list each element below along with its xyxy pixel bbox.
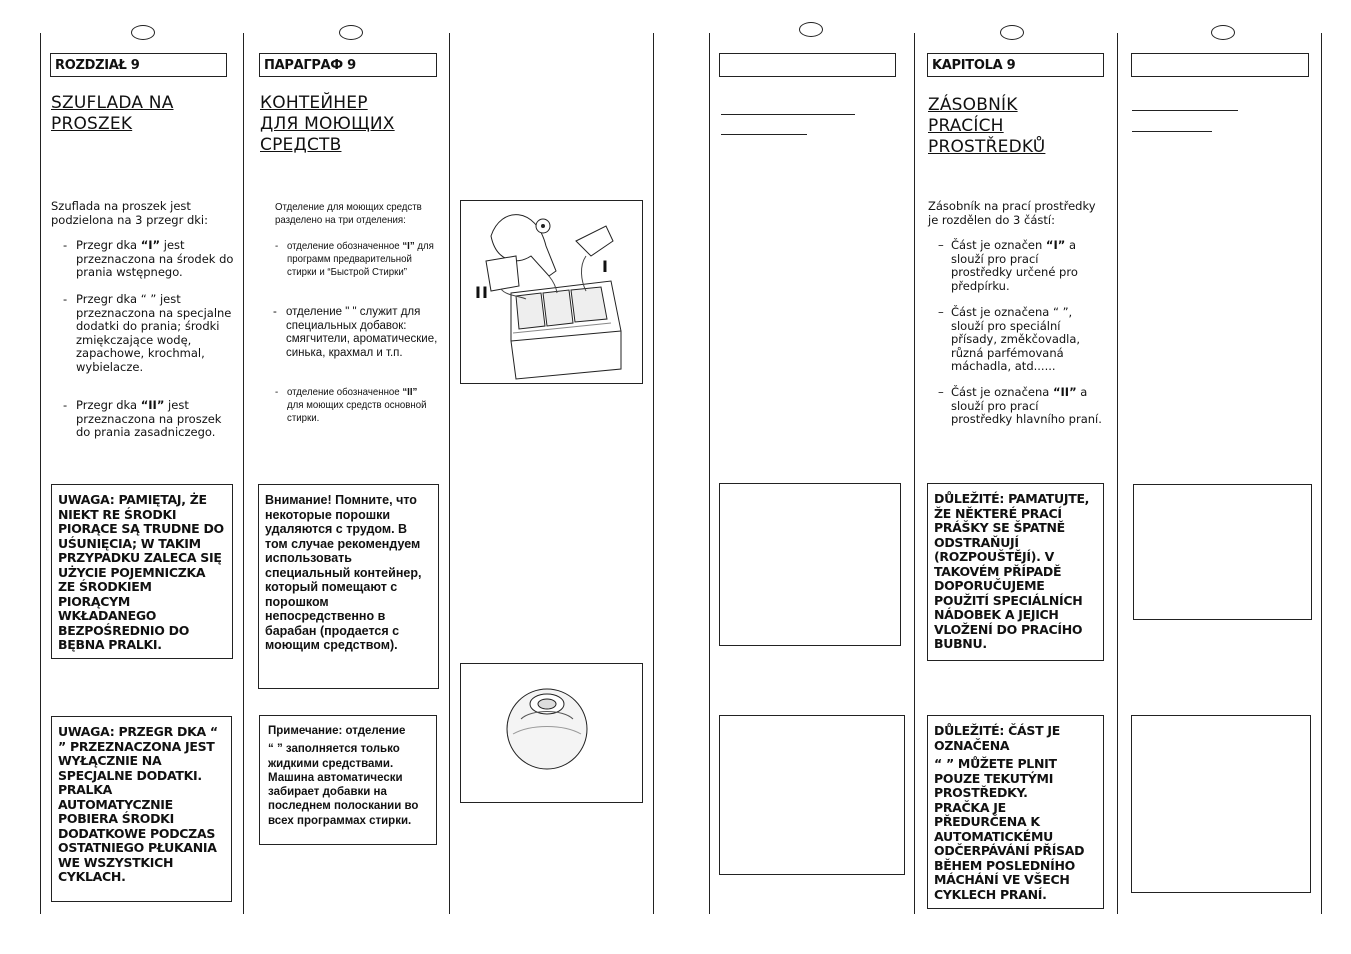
- list-item-text: jest przeznaczona na proszek do prania zasadniczego.: [76, 398, 222, 439]
- title-line: PROSTŘEDKŮ: [928, 137, 1046, 157]
- detergent-ball-illustration: [461, 664, 642, 802]
- column-rule: [449, 33, 450, 914]
- column-rule: [914, 33, 915, 914]
- list-item-ru-2: [273, 306, 446, 360]
- note-title: Примечание: отделение: [268, 725, 406, 737]
- compartment-label-II: II: [475, 283, 489, 302]
- warning-text: “ ” MŮŽETE PLNIT POUZE TEKUTÝMI PROSTŘEDKY.: [934, 756, 1057, 800]
- warning-text: PRAČKA JE PŘEDURČENA K AUTOMATICKÉMU ODČERPÁVÁNÍ PŘÍSAD BĚHEM POSLEDNÍHO MÁCHÁNÍ VE VŠECH CYKLECH PRANÍ.: [934, 799, 1085, 902]
- compartment-label-I: I: [602, 257, 608, 276]
- intro-text-cz: Zásobník na prací prostředky je rozdělen do 3 částí:: [928, 199, 1096, 227]
- empty-note-box: [719, 715, 905, 875]
- title-line: ДЛЯ МОЮЩИХ: [260, 114, 395, 134]
- list-item-pl-3: [63, 398, 238, 440]
- list-item-cz-2: [938, 305, 1103, 374]
- list-item-text: a slouží pro prací prostředky určené pro předpírku.: [951, 238, 1078, 293]
- compartment-mark: “I”: [140, 238, 161, 252]
- list-dash: -: [63, 238, 68, 252]
- language-marker-circle: [1211, 25, 1235, 40]
- column-rule: [709, 33, 710, 914]
- column-rule: [653, 33, 654, 914]
- language-marker-circle: [799, 22, 823, 37]
- title-line: КОНТЕЙНЕР: [260, 93, 368, 113]
- empty-header-box: [1131, 53, 1309, 77]
- language-marker-circle: [339, 25, 363, 40]
- warning-box-pl-2: [51, 716, 232, 902]
- list-dash: -: [273, 306, 277, 318]
- intro-text-ru: Отделение для моющих средств разделено на три отделения:: [275, 201, 422, 226]
- list-dash: -: [275, 386, 279, 398]
- title-line: PRACÍCH: [928, 116, 1004, 136]
- compartment-mark: “II”: [1052, 385, 1077, 399]
- warning-box-cz-1: DŮLEŽITÉ: PAMATUJTE, ŽE NĚKTERÉ PRACÍ PRÁŠKY SE ŠPATNĚ ODSTRAŇUJÍ (ROZPOUŠTĚJÍ). V TAKOVÉM PŘÍPADĚ DOPORUČUJEME POUŽITÍ SPECIÁLNÍCH NÁDOBEK A JEJICH VLOŽENÍ DO PRACÍHO BUBNU.: [927, 483, 1104, 661]
- warning-text: DŮLEŽITÉ: ČÁST JE OZNAČENA: [934, 723, 1060, 753]
- section-header-pl: ROZDZIAŁ 9: [50, 53, 227, 77]
- empty-note-box: [1131, 715, 1311, 893]
- list-item-pl-1: [63, 238, 236, 280]
- title-line: SZUFLADA NA: [51, 93, 174, 113]
- empty-title-line: [1132, 110, 1238, 111]
- list-item-text: отделение " " служит для специальных добавок: смягчители, ароматические, синька, крахмал и т.п.: [286, 306, 438, 359]
- list-dash: -: [275, 240, 279, 252]
- column-rule: [243, 33, 244, 914]
- section-title-ru: [260, 93, 445, 156]
- list-item-cz-1: [938, 238, 1103, 293]
- list-item-cz-3: [938, 385, 1103, 427]
- list-item-text: отделение обозначенное: [287, 240, 403, 252]
- list-item-text: Část je označena “ ”, slouží pro speciální přísady, změkčovadla, různá parfémovaná máchadla, atd......: [951, 305, 1081, 373]
- compartment-mark: “I”: [1045, 238, 1066, 252]
- list-item-text: a slouží pro prací prostředky hlavního praní.: [951, 385, 1102, 426]
- list-item-text: для моющих средств основной стирки.: [287, 399, 427, 424]
- warning-text: UWAGA: PRZEGR DKA “ ” PRZEZNACZONA JEST WYŁĄCZNIE NA SPECJALNE DODATKI.: [58, 724, 218, 783]
- list-dash: –: [938, 305, 944, 319]
- warning-box-pl-1: UWAGA: PAMIĘTAJ, ŻE NIEKT RE ŚRODKI PIORĄCE SĄ TRUDNE DO UŚUNIĘCIA; W TAKIM PRZYPADKU ZALECA SIĘ UŻYCIE POJEMNICZKA ZE ŚRODKIEM PIORĄCYM WKŁADANEGO BEZPOŚREDNIO DO BĘBNA PRALKI.: [51, 484, 233, 659]
- empty-title-line: [721, 114, 855, 115]
- list-dash: –: [938, 238, 944, 252]
- list-item-text: Przegr dka “ ” jest przeznaczona na specjalne dodatki do prania; środki zmiękczające wodę, zapachowe, krochmal, wybielacze.: [76, 292, 232, 374]
- warning-box-cz-2: [927, 715, 1104, 909]
- list-dash: -: [63, 292, 68, 306]
- empty-warning-box: [1133, 484, 1312, 620]
- warning-box-ru: Внимание! Помните, что некоторые порошки удаляются с трудом. В том случае рекомендуем использовать специальный контейнер, который помещают с порошком непосредственно в барабан (продается с моющим средством).: [258, 484, 439, 689]
- compartment-mark: “I”: [402, 240, 415, 252]
- empty-warning-box: [719, 483, 901, 646]
- list-dash: -: [63, 398, 68, 412]
- empty-title-line: [1132, 131, 1212, 132]
- column-rule: [1117, 33, 1118, 914]
- list-item-text: отделение обозначенное: [287, 386, 403, 398]
- warning-text: PRALKA AUTOMATYCZNIE POBIERA ŚRODKI DODATKOWE PODCZAS OSTATNIEGO PŁUKANIA WE WSZYSTKICH CYKLACH.: [58, 782, 217, 884]
- column-rule: [40, 33, 41, 914]
- intro-text-pl: Szuflada na proszek jest podzielona na 3 przegr dki:: [51, 199, 208, 227]
- empty-header-box: [719, 53, 896, 77]
- detergent-ball-figure: [460, 663, 643, 803]
- list-item-ru-3: [275, 386, 434, 425]
- list-dash: –: [938, 385, 944, 399]
- list-item-text: для программ предварительной стирки и “Быстрой Стирки”: [287, 240, 434, 278]
- column-rule: [1321, 33, 1322, 914]
- title-line: СРЕДСТВ: [260, 135, 342, 155]
- section-header-cz: KAPITOLA 9: [927, 53, 1104, 77]
- section-header-ru: ПАРАГРАФ 9: [259, 53, 437, 77]
- language-marker-circle: [131, 25, 155, 40]
- list-item-text: Část je označen: [951, 238, 1046, 252]
- section-title-pl: [51, 93, 236, 135]
- language-marker-circle: [1000, 25, 1024, 40]
- note-box-ru: [259, 715, 437, 845]
- list-item-text: Část je označena: [951, 385, 1053, 399]
- list-item-text: Przegr dka: [76, 398, 141, 412]
- empty-title-line: [721, 134, 807, 135]
- note-body: “ ” заполняется только жидкими средствами. Машина автоматически забирает добавки на последнем полоскании во всех программах стирки.: [268, 743, 419, 827]
- compartment-mark: “II”: [402, 386, 418, 398]
- list-item-ru-1: [275, 240, 434, 279]
- list-item-pl-2: [63, 292, 236, 374]
- compartment-mark: “II”: [140, 398, 165, 412]
- title-line: PROSZEK: [51, 114, 133, 134]
- detergent-drawer-figure: [460, 200, 643, 384]
- list-item-text: Przegr dka: [76, 238, 141, 252]
- section-title-cz: [928, 95, 1108, 158]
- title-line: ZÁSOBNÍK: [928, 95, 1018, 115]
- list-item-text: jest przeznaczona na środek do prania wstępnego.: [76, 238, 234, 279]
